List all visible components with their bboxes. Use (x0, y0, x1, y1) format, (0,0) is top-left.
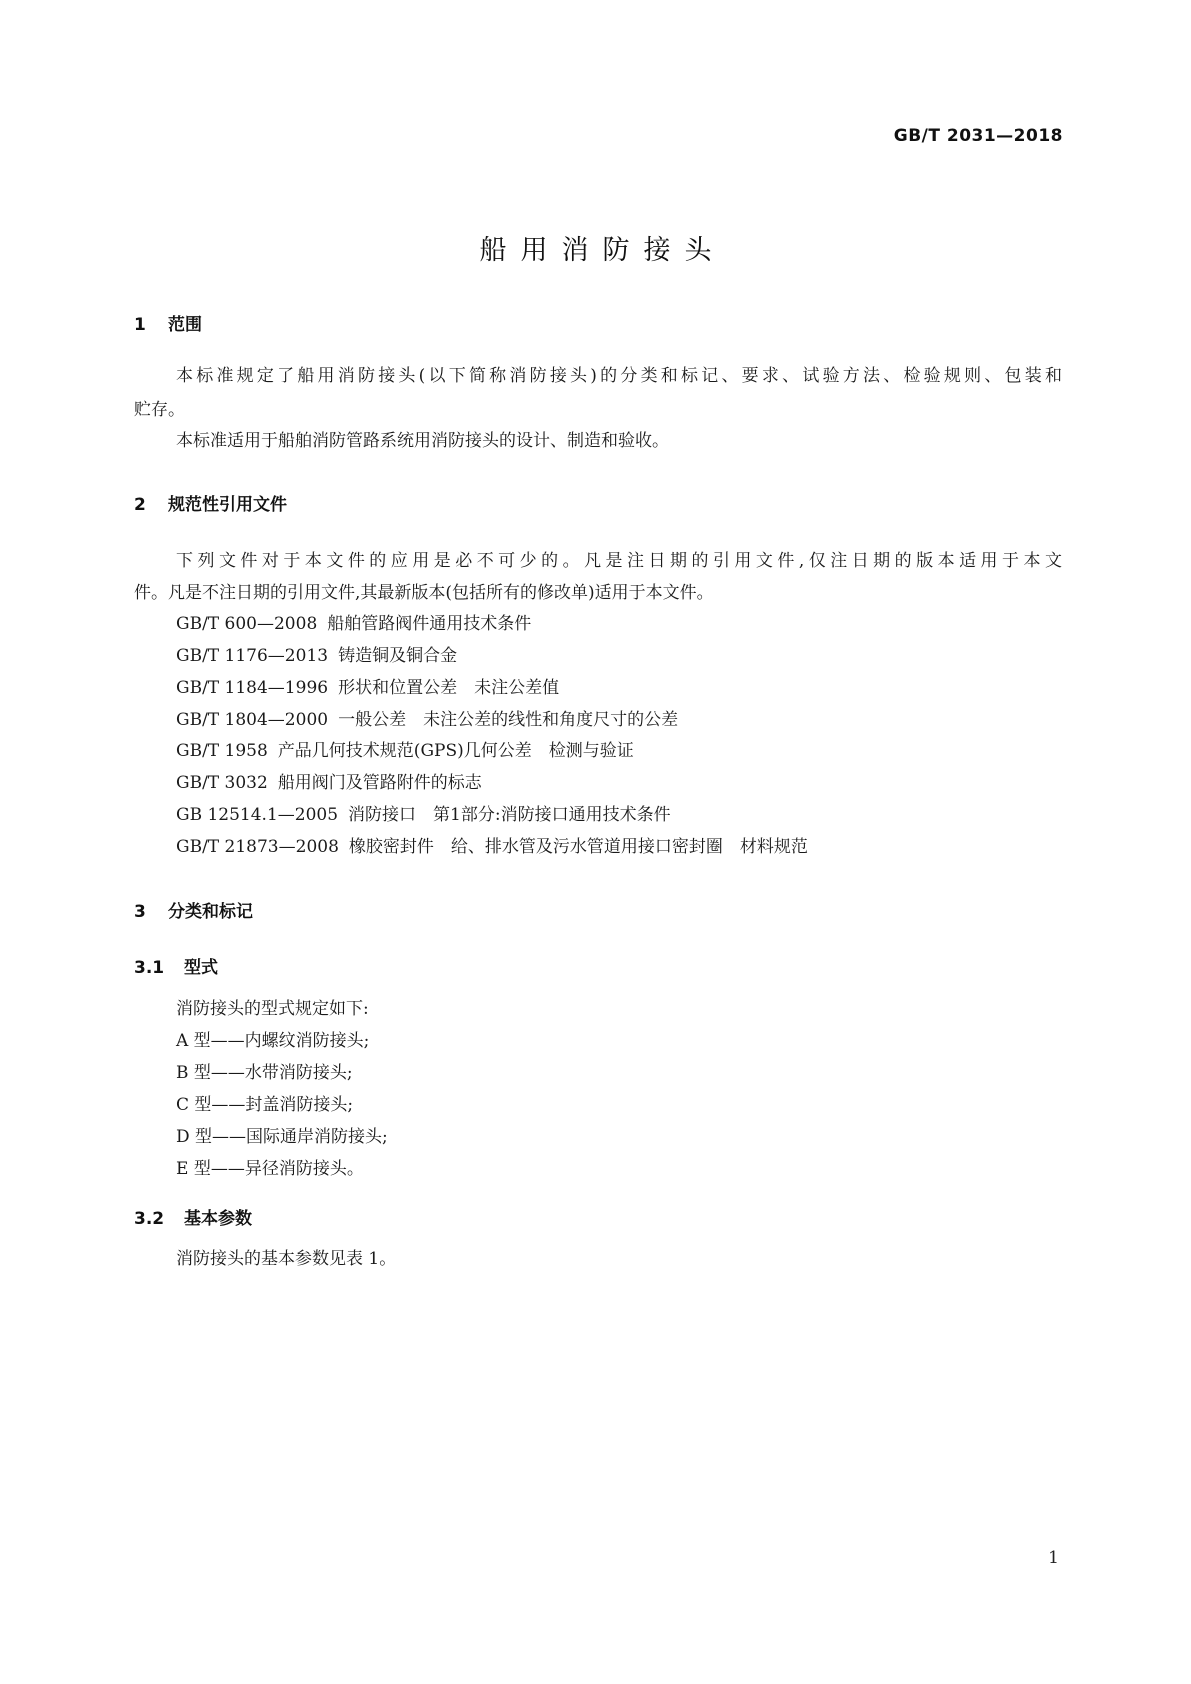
reference-code: GB/T 1804—2000 (176, 710, 329, 730)
reference-code: GB/T 21873—2008 (176, 837, 339, 857)
section-3-number: 3 (134, 902, 146, 922)
section-1-para-1-line-1: 本标准规定了船用消防接头(以下简称消防接头)的分类和标记、要求、试验方法、检验规则、包装和 (176, 366, 1062, 386)
section-3-2-number: 3.2 (134, 1209, 165, 1229)
reference-item (176, 830, 808, 864)
reference-item (176, 671, 559, 705)
reference-item (176, 766, 482, 800)
type-list-item: C 型——封盖消防接头; (176, 1095, 354, 1115)
section-3-2-title: 基本参数 (184, 1209, 252, 1229)
reference-title: 一般公差 未注公差的线性和角度尺寸的公差 (338, 710, 679, 730)
section-3-1-intro: 消防接头的型式规定如下: (176, 999, 369, 1019)
reference-item (176, 639, 457, 673)
reference-code: GB/T 1958 (176, 741, 268, 761)
reference-code: GB 12514.1—2005 (176, 805, 339, 825)
reference-title: 橡胶密封件 给、排水管及污水管道用接口密封圈 材料规范 (348, 837, 808, 857)
document-title: 船用消防接头 (479, 235, 726, 266)
reference-code: GB/T 3032 (176, 773, 268, 793)
section-1-number: 1 (134, 315, 146, 335)
section-3-1-heading (134, 953, 218, 978)
section-3-1-title: 型式 (184, 958, 218, 978)
page-number: 1 (1048, 1548, 1059, 1568)
reference-title: 产品几何技术规范(GPS)几何公差 检测与验证 (277, 741, 634, 761)
standard-code: GB/T 2031—2018 (893, 126, 1063, 146)
reference-item (176, 703, 678, 737)
section-3-heading (134, 897, 253, 922)
reference-code: GB/T 1176—2013 (176, 646, 329, 666)
reference-title: 船舶管路阀件通用技术条件 (327, 614, 532, 634)
section-2-title: 规范性引用文件 (168, 495, 287, 515)
reference-item (176, 607, 531, 641)
reference-title: 形状和位置公差 未注公差值 (338, 678, 560, 698)
type-list-item: D 型——国际通岸消防接头; (176, 1127, 388, 1147)
reference-title: 铸造铜及铜合金 (338, 646, 458, 666)
reference-code: GB/T 600—2008 (176, 614, 318, 634)
section-3-2-heading (134, 1204, 252, 1229)
section-3-title: 分类和标记 (168, 902, 253, 922)
section-3-2-text: 消防接头的基本参数见表 1。 (176, 1249, 397, 1269)
type-list-item: A 型——内螺纹消防接头; (176, 1031, 370, 1051)
section-1-heading (134, 310, 202, 335)
reference-title: 消防接口 第1部分:消防接口通用技术条件 (348, 805, 671, 825)
reference-item (176, 734, 634, 768)
section-2-heading (134, 490, 287, 515)
section-1-para-2: 本标准适用于船舶消防管路系统用消防接头的设计、制造和验收。 (176, 431, 669, 451)
type-list-item: B 型——水带消防接头; (176, 1063, 353, 1083)
reference-item (176, 798, 671, 832)
section-3-1-number: 3.1 (134, 958, 165, 978)
section-1-title: 范围 (168, 315, 202, 335)
section-1-para-1-line-2: 贮存。 (134, 400, 185, 420)
type-list-item: E 型——异径消防接头。 (176, 1159, 364, 1179)
reference-code: GB/T 1184—1996 (176, 678, 329, 698)
section-2-intro-line-1: 下列文件对于本文件的应用是必不可少的。凡是注日期的引用文件,仅注日期的版本适用于本文 (176, 551, 1062, 571)
section-2-number: 2 (134, 495, 146, 515)
section-2-intro-line-2: 件。凡是不注日期的引用文件,其最新版本(包括所有的修改单)适用于本文件。 (134, 583, 714, 603)
reference-title: 船用阀门及管路附件的标志 (277, 773, 482, 793)
